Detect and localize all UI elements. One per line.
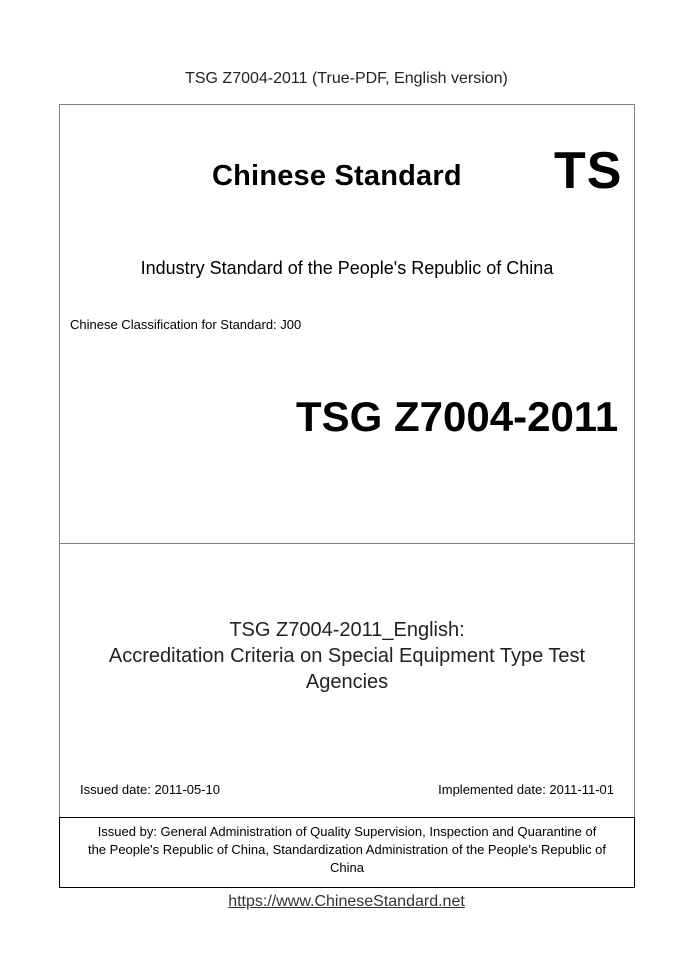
website-link[interactable]: https://www.ChineseStandard.net [228,893,465,910]
issuer-line-2: the People's Republic of China, Standardization Administration of the People's Republic of [87,842,607,857]
cover-top-section [59,104,635,544]
cover-title-section [59,543,635,818]
issuer-line-3: China [330,860,364,875]
title-line-2: Accreditation Criteria on Special Equipment Type Test [108,645,586,667]
ts-mark: TS [554,142,623,200]
classification-line: Chinese Classification for Standard: J00 [70,317,302,332]
issuer-text [60,823,634,877]
issuer-line-1: Issued by: General Administration of Quality Supervision, Inspection and Quarantine of [97,824,597,839]
document-header-title: TSG Z7004-2011 (True-PDF, English version) [185,70,508,87]
implemented-date: Implemented date: 2011-11-01 [438,782,614,797]
title-line-1: TSG Z7004-2011_English: [229,619,465,641]
standard-number: TSG Z7004-2011 [296,393,619,440]
chinese-standard-heading: Chinese Standard [212,160,462,192]
issuer-section [59,817,635,888]
industry-standard-line: Industry Standard of the People's Republic of China [140,258,554,278]
document-title [60,617,634,695]
title-line-3: Agencies [305,671,389,693]
issued-date: Issued date: 2011-05-10 [80,782,220,797]
